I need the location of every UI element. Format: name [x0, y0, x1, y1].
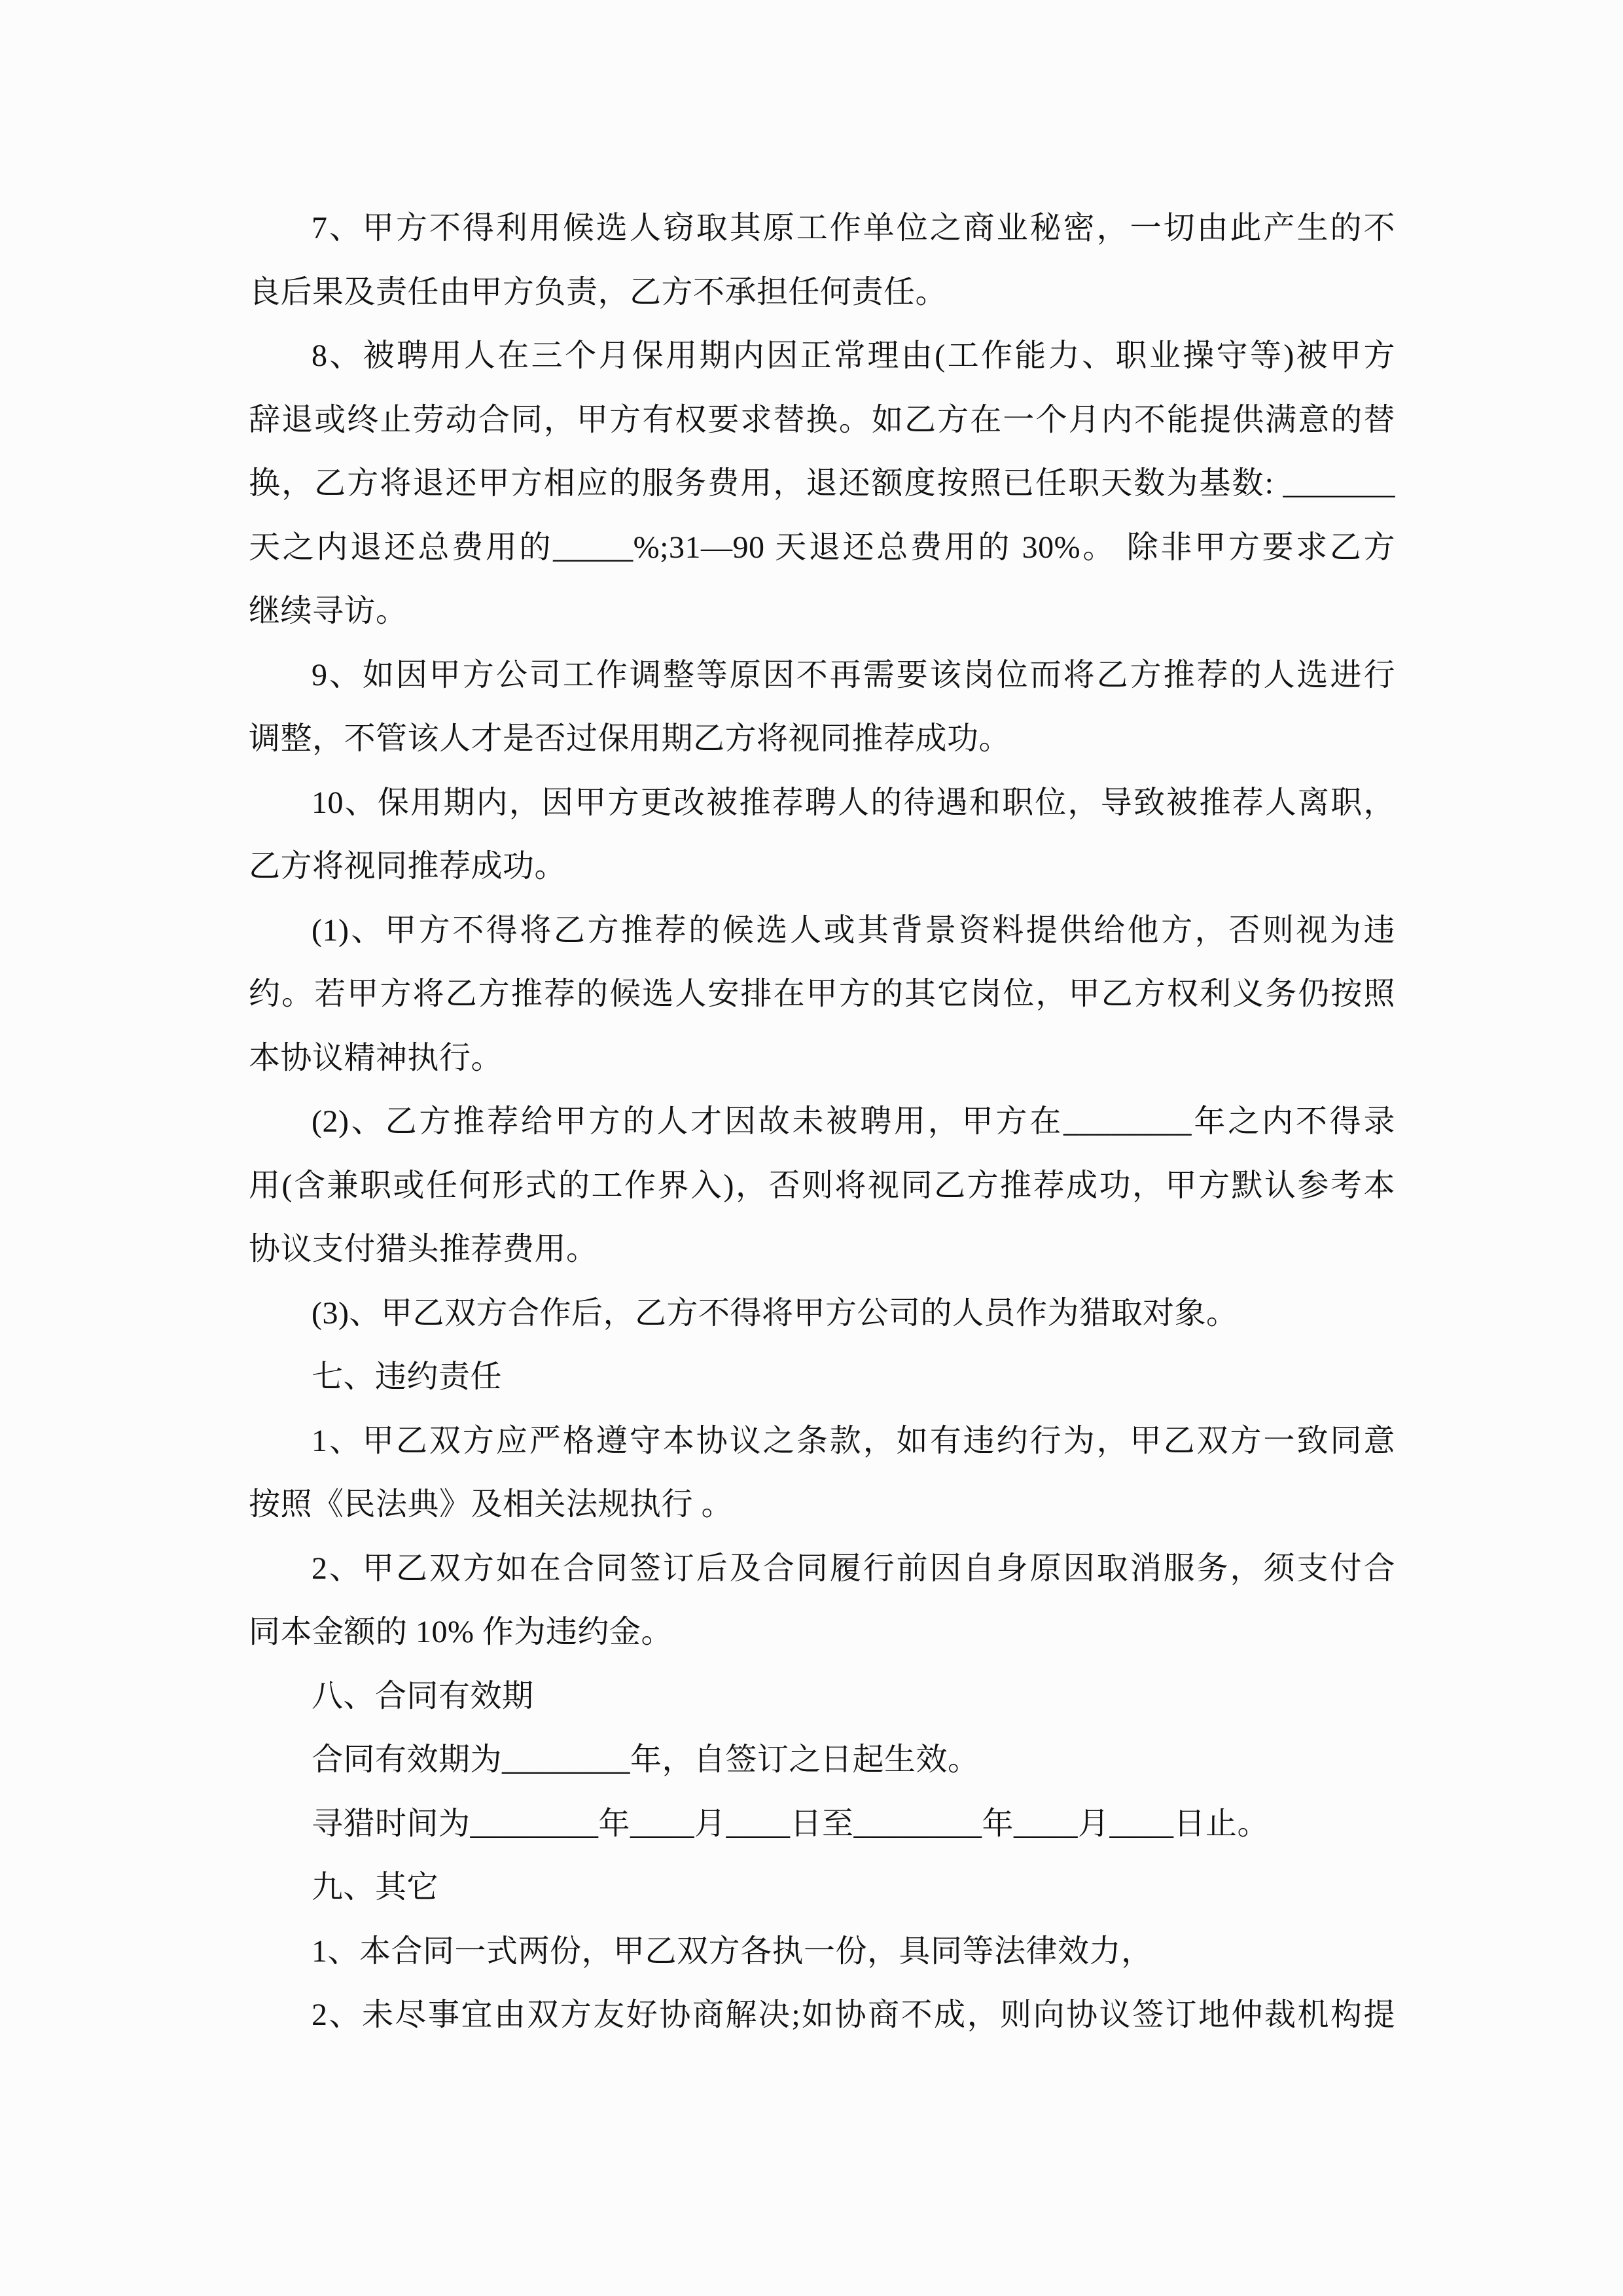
- text-line: 9、如因甲方公司工作调整等原因不再需要该岗位而将乙方推荐的人选进行: [312, 657, 1395, 692]
- text-line: 2、未尽事宜由双方友好协商解决;如协商不成，则向协议签订地仲裁机构提: [312, 1998, 1395, 2032]
- text-line: 调整，不管该人才是否过保用期乙方将视同推荐成功。: [249, 721, 1011, 756]
- text-line: 乙方将视同推荐成功。: [249, 849, 567, 884]
- text-line: 继续寻访。: [249, 594, 408, 628]
- text-line: 天之内退还总费用的_____%;31—90 天退还总费用的 30%。 除非甲方要求乙方: [249, 529, 1395, 565]
- text-line: 辞退或终止劳动合同，甲方有权要求替换。如乙方在一个月内不能提供满意的替: [249, 402, 1395, 437]
- text-line: (2)、乙方推荐给甲方的人才因故未被聘用，甲方在________年之内不得录: [312, 1104, 1395, 1139]
- text-line: 九、其它: [312, 1870, 439, 1905]
- text-line: 八、合同有效期: [312, 1678, 534, 1713]
- contract-text-block: [249, 196, 1395, 2047]
- text-line: (1)、甲方不得将乙方推荐的候选人或其背景资料提供给他方，否则视为违: [312, 912, 1395, 948]
- text-line: 换，乙方将退还甲方相应的服务费用，退还额度按照已任职天数为基数: _______: [249, 466, 1395, 501]
- text-line: 7、甲方不得利用候选人窃取其原工作单位之商业秘密，一切由此产生的不: [312, 211, 1395, 245]
- text-line: 寻猎时间为________年____月____日至________年____月____日止。: [312, 1806, 1270, 1841]
- text-line: 同本金额的 10% 作为违约金。: [249, 1615, 673, 1649]
- text-line: 约。若甲方将乙方推荐的候选人安排在甲方的其它岗位，甲乙方权利义务仍按照: [249, 977, 1395, 1011]
- text-line: 用(含兼职或任何形式的工作界入)，否则将视同乙方推荐成功，甲方默认参考本: [249, 1168, 1395, 1203]
- text-line: 协议支付猎头推荐费用。: [249, 1232, 598, 1266]
- text-line: 本协议精神执行。: [249, 1040, 503, 1075]
- text-line: 良后果及责任由甲方负责，乙方不承担任何责任。: [249, 274, 948, 310]
- text-line: 1、甲乙双方应严格遵守本协议之条款，如有违约行为，甲乙双方一致同意: [312, 1423, 1395, 1458]
- text-line: 七、违约责任: [312, 1359, 503, 1394]
- text-line: 1、本合同一式两份，甲乙双方各执一份，具同等法律效力，: [312, 1933, 1153, 1969]
- text-line: 合同有效期为________年，自签订之日起生效。: [312, 1742, 980, 1777]
- text-line: 2、甲乙双方如在合同签订后及合同履行前因自身原因取消服务，须支付合: [312, 1551, 1395, 1586]
- text-line: (3)、甲乙双方合作后，乙方不得将甲方公司的人员作为猎取对象。: [312, 1295, 1238, 1331]
- text-line: 按照《民法典》及相关法规执行 。: [249, 1487, 734, 1522]
- text-line: 8、被聘用人在三个月保用期内因正常理由(工作能力、职业操守等)被甲方: [312, 338, 1395, 373]
- text-line: 10、保用期内，因甲方更改被推荐聘人的待遇和职位，导致被推荐人离职，: [312, 785, 1395, 820]
